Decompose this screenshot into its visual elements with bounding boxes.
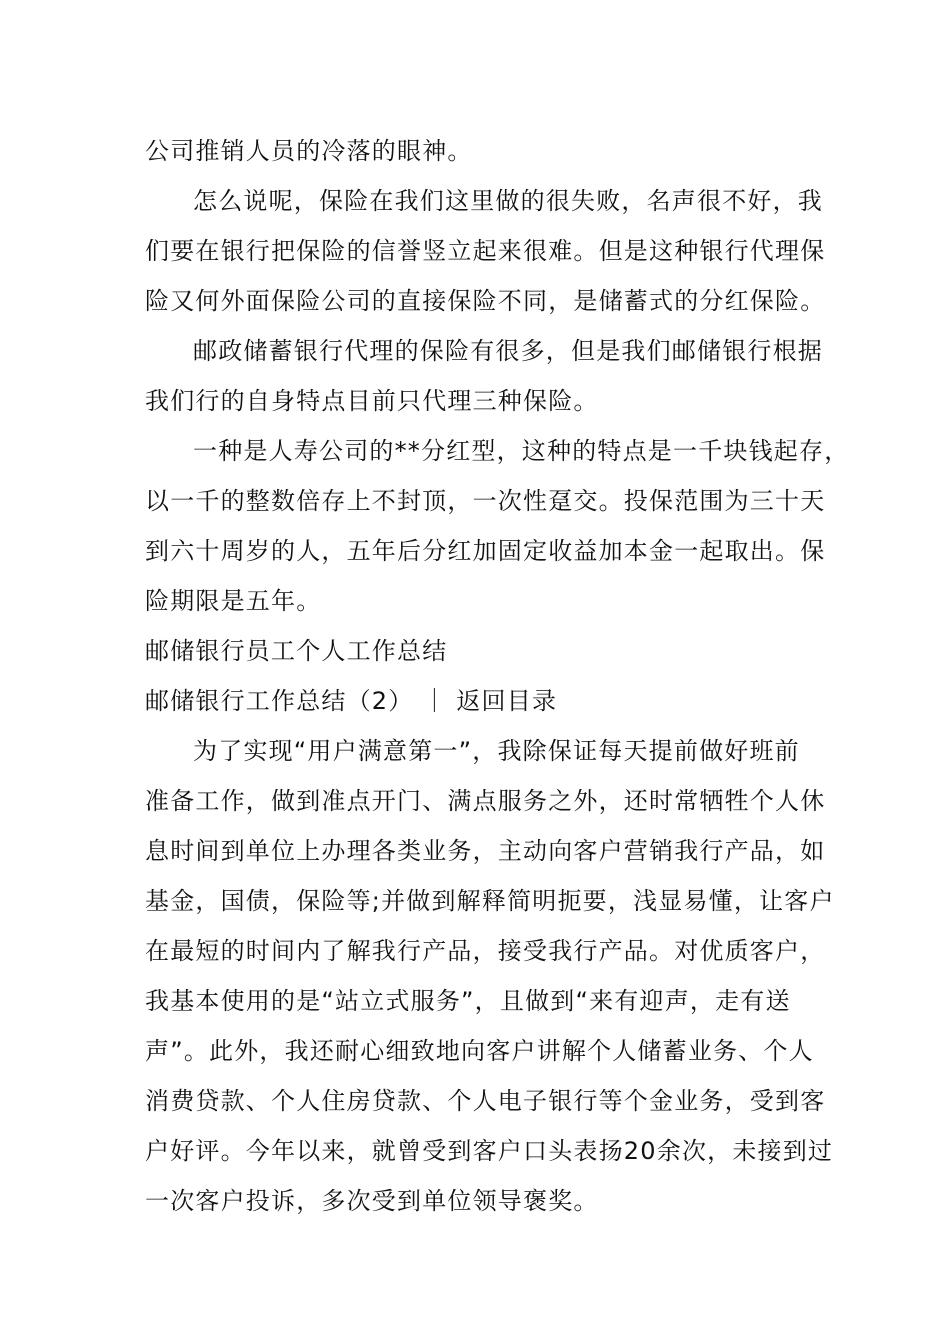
- section-title: 邮储银行员工个人工作总结: [145, 637, 448, 665]
- paragraph-line: 消费贷款、个人住房贷款、个人电子银行等个金业务，受到客: [145, 1087, 826, 1115]
- paragraph-line: 声”。此外，我还耐心细致地向客户讲解个人储蓄业务、个人: [145, 1037, 814, 1065]
- paragraph-line: 邮政储蓄银行代理的保险有很多，但是我们邮储银行根据: [193, 337, 823, 365]
- paragraph-line: 到六十周岁的人，五年后分红加固定收益加本金一起取出。保: [145, 537, 826, 565]
- paragraph-line: 们要在银行把保险的信誉竖立起来很难。但是这种银行代理保: [145, 237, 826, 265]
- paragraph-line: 怎么说呢，保险在我们这里做的很失败，名声很不好，我: [193, 187, 823, 215]
- paragraph-line: 准备工作，做到准点开门、满点服务之外，还时常牺牲个人休: [145, 787, 826, 815]
- paragraph-line: 基金，国债，保险等;并做到解释简明扼要，浅显易懂，让客户: [145, 887, 835, 915]
- paragraph-line: 一种是人寿公司的**分红型，这种的特点是一千块钱起存，: [193, 437, 850, 465]
- section-subtitle-row: [145, 676, 815, 726]
- paragraph-line: 户好评。今年以来，就曾受到客户口头表扬20余次，未接到过: [145, 1137, 834, 1165]
- paragraph-line: 息时间到单位上办理各类业务，主动向客户营销我行产品，如: [145, 837, 826, 865]
- return-toc-link[interactable]: 返回目录: [456, 687, 558, 715]
- paragraph-line: 我们行的自身特点目前只代理三种保险。: [145, 387, 599, 415]
- paragraph-line: 我基本使用的是“站立式服务”，且做到“来有迎声，走有送: [145, 987, 791, 1015]
- paragraph-line: 险又何外面保险公司的直接保险不同，是储蓄式的分红保险。: [145, 287, 826, 315]
- paragraph-line: 一次客户投诉，多次受到单位领导褒奖。: [145, 1187, 599, 1215]
- section-subtitle: 邮储银行工作总结（2）: [145, 687, 414, 715]
- paragraph-line: 以一千的整数倍存上不封顶，一次性趸交。投保范围为三十天: [145, 487, 826, 515]
- return-separator: ｜: [422, 687, 448, 715]
- paragraph-line: 为了实现“用户满意第一”，我除保证每天提前做好班前: [193, 737, 800, 765]
- paragraph-line: 在最短的时间内了解我行产品，接受我行产品。对优质客户，: [145, 937, 826, 965]
- paragraph-line: 险期限是五年。: [145, 587, 322, 615]
- paragraph-line: 公司推销人员的冷落的眼神。: [145, 137, 473, 165]
- document-body: [145, 126, 850, 1226]
